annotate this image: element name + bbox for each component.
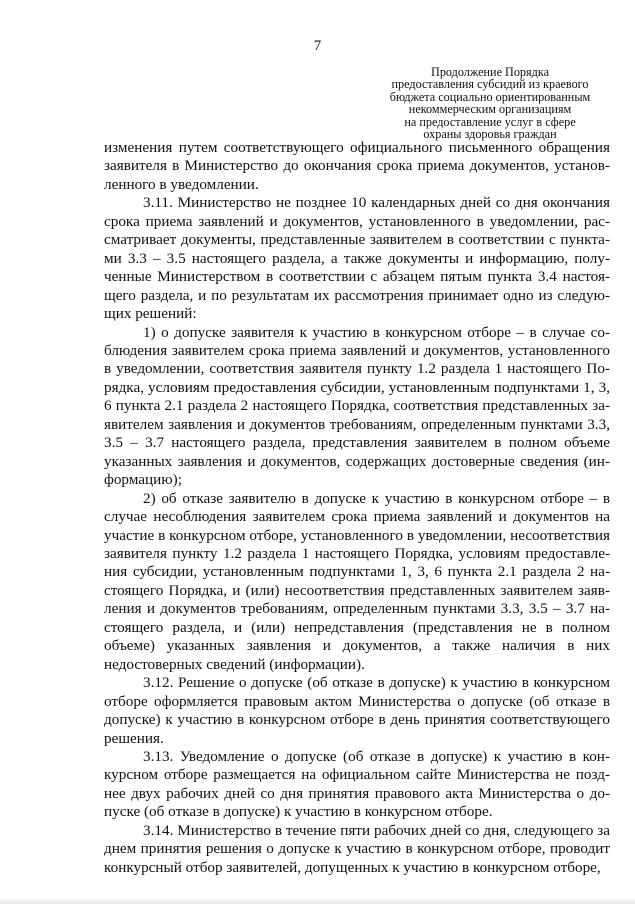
paragraph-3-12: 3.12. Решение о допуске (об отказе в допуске) к участию в конкурсном отборе оформляется правовым актом Министерства о допуске (об отказе в допуске) к участию в конкурсном отборе в день принятия соответствующего решения. (104, 674, 610, 747)
header-line: бюджета социально ориентированным (389, 89, 591, 104)
continuation-header (370, 66, 610, 140)
paragraph-decision-2: 2) об отказе заявителю в допуске к участию в конкурсном отборе – в случае несоблюдения заявителем срока приема заявлений и документов на участие в конкурсном отборе, установленного в уведомлении, несоответствия заявителя пункту 1.2 раздела 1 настоящего Порядка, условиям предоставления субсидии, установленным подпунктами 1, 3, 6 пункта 2.1 раздела 2 настоящего Порядка, и (или) несоответствия представленных заявителем заявления и документов требованиям, определенным пунктами 3.3, 3.5 – 3.7 настоящего раздела, и (или) непредставления (представления не в полном объеме) указанных заявления и документов, а также наличия в них недостоверных сведений (информации). (104, 489, 610, 673)
paragraph-3-13: 3.13. Уведомление о допуске (об отказе в допуске) к участию в конкурсном отборе размещается на официальном сайте Министерства не позднее двух рабочих дней со дня принятия правового акта Министерства о допуске (об отказе в допуске) к участию в конкурсном отборе. (104, 747, 610, 821)
header-line: на предоставление услуг в сфере (404, 114, 576, 129)
paragraph-decision-1: 1) о допуске заявителя к участию в конкурсном отборе – в случае соблюдения заявителем срока приема заявлений и документов, установленного в уведомлении, соответствия заявителя пункту 1.2 раздела 1 настоящего Порядка, условиям предоставления субсидии, установленным подпунктами 1, 3, 6 пункта 2.1 раздела 2 настоящего Порядка, соответствия представленных заявителем заявления и документов требованиям, определенным пунктами 3.3, 3.5 – 3.7 настоящего раздела, представления заявителем в полном объеме указанных заявления и документов, содержащих достоверные сведения (информацию); (104, 323, 610, 489)
paragraph-3-11: 3.11. Министерство не позднее 10 календарных дней со дня окончания срока приема заявлений и документов, установленного в уведомлении, рассматривает документы, представленные заявителем в соответствии с пунктами 3.3 – 3.5 настоящего раздела, а также документы и информацию, полученные Министерством в соответствии с абзацем пятым пункта 3.4 настоящего раздела, и по результатам их рассмотрения принимает одно из следующих решений: (104, 194, 610, 323)
scan-edge-shadow (0, 898, 635, 904)
header-line: охраны здоровья граждан (423, 127, 557, 142)
header-line: некоммерческим организациям (408, 102, 572, 117)
paragraph-3-14: 3.14. Министерство в течение пяти рабочих дней со дня, следующего за днем принятия решения о допуске к участию в конкурсном отборе, проводит конкурсный отбор заявителей, допущенных к участию в конкурсном отборе, (104, 821, 610, 876)
paragraph-continuation: изменения путем соответствующего официального письменного обращения заявителя в Министерство до окончания срока приема документов, установленного в уведомлении. (104, 139, 610, 193)
document-body (104, 139, 610, 877)
page-number: 7 (313, 38, 322, 54)
header-line: предоставления субсидий из краевого (391, 77, 589, 92)
header-line: Продолжение Порядка (431, 65, 549, 79)
